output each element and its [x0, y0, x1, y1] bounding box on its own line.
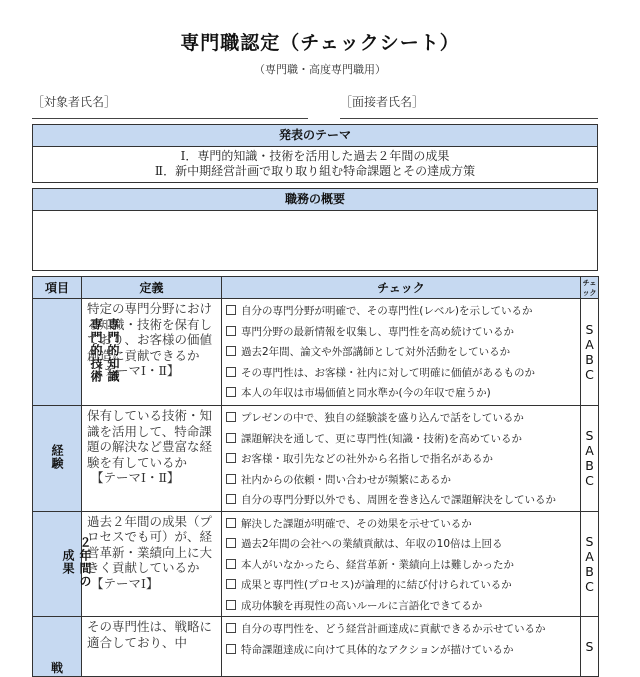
- checklist-item[interactable]: [226, 408, 576, 429]
- definition-cell: [82, 299, 222, 406]
- checkbox-icon[interactable]: [226, 433, 236, 443]
- checkbox-icon[interactable]: [226, 644, 236, 654]
- grade-cell[interactable]: [581, 511, 599, 617]
- table-row: [33, 406, 599, 512]
- checklist-item-label: 解決した課題が明確で、その効果を示せているか: [241, 517, 472, 530]
- checklist-item[interactable]: [226, 322, 576, 343]
- grade-b[interactable]: B: [585, 352, 594, 367]
- table-row: [33, 511, 599, 617]
- checkbox-icon[interactable]: [226, 305, 236, 315]
- checkbox-icon[interactable]: [226, 538, 236, 548]
- checklist-item-label: 成果と専門性(プロセス)が論理的に結び付けられているか: [241, 579, 512, 591]
- checkbox-icon[interactable]: [226, 412, 236, 422]
- grade-cell[interactable]: [581, 617, 599, 677]
- grade-s[interactable]: S: [585, 322, 594, 337]
- item-label: 専門的知識: [106, 318, 120, 383]
- checklist-cell: [222, 617, 581, 677]
- subject-name-label: ［対象者氏名］: [32, 95, 117, 109]
- theme-section: [32, 124, 598, 183]
- grade-a[interactable]: A: [585, 337, 594, 352]
- grade-s[interactable]: S: [585, 639, 594, 654]
- definition-text: その専門性は、戦略に適合しており、中: [87, 619, 213, 650]
- header-check: チェック: [222, 277, 581, 299]
- theme-line-2: Ⅱ．新中期経営計画で取り取り組む特命課題とその達成方策: [154, 164, 476, 178]
- checklist-item[interactable]: [226, 640, 576, 661]
- checklist-item[interactable]: [226, 534, 576, 555]
- document-subtitle: （専門職・高度専門職用）: [254, 63, 386, 76]
- item-cell: [33, 617, 82, 677]
- document-title: 専門職認定（チェックシート）: [180, 32, 460, 54]
- duties-input-area[interactable]: [33, 211, 597, 271]
- grade-cell[interactable]: [581, 299, 599, 406]
- theme-line-1: Ⅰ．専門的知識・技術を活用した過去２年間の成果: [180, 149, 450, 163]
- theme-tag: 【テーマⅠ・Ⅱ】: [91, 363, 180, 378]
- subject-name-field[interactable]: [32, 118, 308, 119]
- checklist-item-label: プレゼンの中で、独自の経験談を盛り込んで話をしているか: [241, 412, 524, 424]
- checklist-item-label: 自分の専門分野以外でも、周囲を巻き込んで課題解決をしているか: [241, 494, 556, 506]
- checkbox-icon[interactable]: [226, 518, 236, 528]
- grade-b[interactable]: B: [585, 563, 594, 579]
- checklist-item[interactable]: [226, 449, 576, 470]
- checklist-item-label: 自分の専門分野が明確で、その専門性(レベル)を示しているか: [241, 305, 533, 317]
- evaluation-table: [32, 276, 599, 677]
- checklist-item-label: 本人の年収は市場価値と同水準か(今の年収で雇うか): [241, 387, 491, 399]
- checklist-item-label: 特命課題達成に向けて具体的なアクションが描けているか: [241, 643, 514, 656]
- checklist-item-label: 過去2年間、論文や外部講師として対外活動をしているか: [241, 346, 511, 358]
- grade-s[interactable]: S: [585, 428, 594, 444]
- checklist-item[interactable]: [226, 383, 576, 404]
- definition-cell: [82, 406, 222, 512]
- checklist-item-label: 課題解決を通して、更に専門性(知識・技術)を高めているか: [241, 432, 522, 445]
- grade-c[interactable]: C: [585, 473, 594, 489]
- theme-list: [33, 147, 597, 179]
- checkbox-icon[interactable]: [226, 600, 236, 610]
- checklist-item[interactable]: [226, 619, 576, 640]
- table-row: [33, 299, 599, 406]
- checkbox-icon[interactable]: [226, 474, 236, 484]
- item-cell: [33, 299, 120, 406]
- duties-section: [32, 188, 598, 271]
- duties-heading: 職務の概要: [33, 189, 597, 211]
- item-cell: [33, 406, 82, 512]
- checkbox-icon[interactable]: [226, 453, 236, 463]
- checklist-item[interactable]: [226, 429, 576, 450]
- checklist-item[interactable]: [226, 490, 576, 511]
- table-row: [33, 617, 599, 677]
- checklist-cell: [222, 299, 581, 406]
- grade-s[interactable]: S: [585, 533, 594, 549]
- definition-cell: [82, 617, 222, 677]
- checklist-item[interactable]: [226, 514, 576, 535]
- grade-cell[interactable]: [581, 406, 599, 512]
- checkbox-icon[interactable]: [226, 559, 236, 569]
- definition-text: 過去２年間の成果（プロセスでも可）が、経営革新・業績向上に大きく貢献しているか: [87, 513, 213, 575]
- checklist-item[interactable]: [226, 363, 576, 384]
- checklist-item-label: 自分の専門性を、どう経営計画達成に貢献できるか示せているか: [241, 623, 546, 635]
- checkbox-icon[interactable]: [226, 367, 236, 377]
- header-definition: 定義: [82, 277, 222, 299]
- checklist-item[interactable]: [226, 596, 576, 617]
- checklist-item-label: 専門分野の最新情報を収集し、専門性を高め続けているか: [241, 325, 514, 338]
- grade-c[interactable]: C: [585, 367, 594, 382]
- checklist-item-label: 本人がいなかったら、経営革新・業績向上は難しかったか: [241, 558, 514, 571]
- checklist-item-label: 成功体験を再現性の高いルールに言語化できてるか: [241, 599, 483, 612]
- checklist-item-label: 過去2年間の会社への業績貢献は、年収の10倍は上回る: [241, 538, 503, 550]
- checklist-item-label: 社内からの依頼・問い合わせが頻繁にあるか: [241, 473, 451, 486]
- grade-a[interactable]: A: [585, 443, 594, 459]
- grade-b[interactable]: B: [585, 458, 594, 474]
- item-label: 戦: [50, 661, 63, 675]
- checklist-item[interactable]: [226, 575, 576, 596]
- theme-heading: 発表のテーマ: [33, 125, 597, 147]
- header-item: 項目: [33, 277, 82, 299]
- theme-tag: 【テーマⅠ・Ⅱ】: [91, 470, 180, 485]
- table-header-row: [33, 277, 599, 299]
- checkbox-icon[interactable]: [226, 387, 236, 397]
- checkbox-icon[interactable]: [226, 579, 236, 589]
- checklist-cell: [222, 511, 581, 617]
- item-label: 経験: [50, 443, 64, 470]
- definition-cell: [82, 511, 222, 617]
- definition-text: 特定の専門分野における知識・技術を保有しており、お客様の価値創造に貢献できるか: [87, 301, 213, 363]
- grade-a[interactable]: A: [585, 548, 594, 564]
- checkbox-icon[interactable]: [226, 623, 236, 633]
- header-grade: チェック: [582, 278, 597, 297]
- checklist-item[interactable]: [226, 301, 576, 322]
- item-label: ２年間の: [78, 536, 92, 589]
- checkbox-icon[interactable]: [226, 326, 236, 336]
- item-cell: [33, 511, 92, 617]
- checklist-item[interactable]: [226, 342, 576, 363]
- checkbox-icon[interactable]: [226, 346, 236, 356]
- checklist-item-label: その専門性は、お客様・社内に対して明確に価値があるものか: [241, 366, 535, 379]
- item-label: 成果: [61, 549, 75, 576]
- checklist-item[interactable]: [226, 470, 576, 491]
- definition-text: 保有している技術・知識を活用して、特命課題の解決など豊富な経験を有しているか: [87, 408, 213, 470]
- checklist-item[interactable]: [226, 555, 576, 576]
- grade-c[interactable]: C: [585, 578, 594, 594]
- checklist-item-label: お客様・取引先などの社外から名指しで指名があるか: [241, 453, 493, 465]
- checkbox-icon[interactable]: [226, 494, 236, 504]
- checklist-cell: [222, 406, 581, 512]
- item-label: 専門的技術: [89, 318, 103, 383]
- theme-tag: 【テーマⅠ】: [91, 575, 159, 591]
- interviewer-name-field[interactable]: [340, 118, 598, 119]
- interviewer-name-label: ［面接者氏名］: [340, 95, 425, 109]
